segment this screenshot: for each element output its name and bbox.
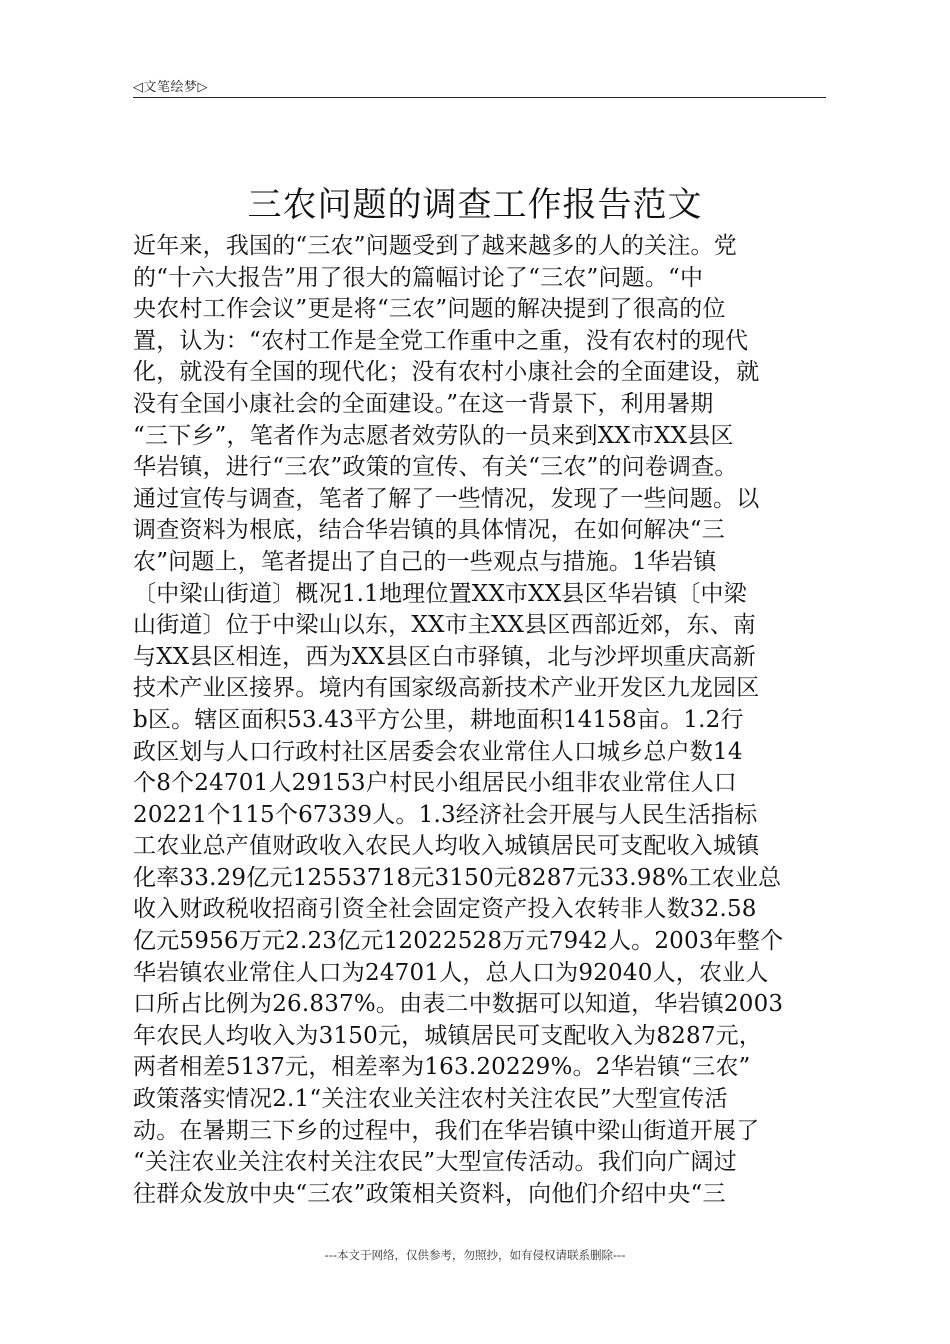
body-line: 没有全国小康社会的全面建设。”在这一背景下，利用暑期 — [133, 390, 714, 417]
body-line: 的“十六大报告”用了很大的篇幅讨论了“三农”问题。“中 — [133, 264, 704, 291]
body-line: b区。辖区面积53.43平方公里，耕地面积14158亩。1.2行 — [133, 706, 744, 733]
body-line: 年农民人均收入为3150元，城镇居民可支配收入为8287元， — [133, 1022, 763, 1049]
body-line: 〔中梁山街道〕概况1.1地理位置XX市XX县区华岩镇〔中梁 — [133, 580, 747, 607]
body-line: 华岩镇，进行“三农”政策的宣传、有关“三农”的问卷调查。 — [133, 454, 738, 481]
body-line: 山街道〕位于中梁山以东，XX市主XX县区西部近郊，东、南 — [133, 612, 757, 639]
body-line: 农”问题上，笔者提出了自己的一些观点与措施。1华岩镇 — [133, 548, 717, 575]
body-line: “三下乡”，笔者作为志愿者效劳队的一员来到XX市XX县区 — [133, 422, 734, 449]
body-line: 工农业总产值财政收入农民人均收入城镇居民可支配收入城镇 — [133, 833, 760, 860]
body-line: 亿元5956万元2.23亿元12022528万元7942人。2003年整个 — [133, 928, 784, 955]
body-line: 化，就没有全国的现代化；没有农村小康社会的全面建设，就 — [133, 359, 760, 386]
body-line: 政策落实情况2.1“关注农业关注农村关注农民”大型宣传活 — [133, 1086, 728, 1113]
body-line: 近年来，我国的“三农”问题受到了越来越多的人的关注。党 — [133, 233, 737, 259]
body-line: “关注农业关注农村关注农民”大型宣传活动。我们向广阔过 — [133, 1149, 737, 1176]
body-line: 收入财政税收招商引资全社会固定资产投入农转非人数32.58 — [133, 896, 757, 923]
document-title: 三农问题的调查工作报告范文 — [247, 185, 703, 225]
body-line: 往群众发放中央“三农”政策相关资料，向他们介绍中央“三 — [133, 1180, 726, 1207]
body-line: 央农村工作会议”更是将“三农”问题的解决提到了很高的位 — [133, 296, 726, 323]
body-line: 通过宣传与调查，笔者了解了一些情况，发现了一些问题。以 — [133, 485, 760, 512]
body-line: 动。在暑期三下乡的过程中，我们在华岩镇中梁山街道开展了 — [133, 1117, 760, 1144]
body-line: 政区划与人口行政村社区居委会农业常住人口城乡总户数14 — [133, 738, 743, 765]
page-header-label: ◁文笔绘梦▷ — [133, 80, 208, 95]
body-line: 置，认为：“农村工作是全党工作重中之重，没有农村的现代 — [133, 327, 749, 354]
body-line: 与XX县区相连，西为XX县区白市驿镇，北与沙坪坝重庆高新 — [133, 643, 757, 670]
body-line: 华岩镇农业常住人口为24701人，总人口为92040人，农业人 — [133, 959, 769, 986]
footer-notice: ---本文于网络，仅供参考，勿照抄，如有侵权请联系删除--- — [324, 1248, 626, 1262]
body-line: 技术产业区接界。境内有国家级高新技术产业开发区九龙园区 — [133, 675, 760, 702]
body-line: 两者相差5137元，相差率为163.20229%。2华岩镇“三农” — [133, 1054, 751, 1081]
document-body — [133, 231, 833, 1210]
body-line: 化率33.29亿元12553718元3150元8287元33.98%工农业总 — [133, 864, 782, 891]
body-line: 调查资料为根底，结合华岩镇的具体情况，在如何解决“三 — [133, 517, 725, 544]
body-line: 个8个24701人29153户村民小组居民小组非农业常住人口 — [133, 770, 737, 797]
body-line: 口所占比例为26.837%。由表二中数据可以知道，华岩镇2003 — [133, 991, 784, 1018]
body-line: 20221个115个67339人。1.3经济社会开展与人民生活指标 — [133, 801, 758, 828]
header-divider — [133, 97, 826, 98]
